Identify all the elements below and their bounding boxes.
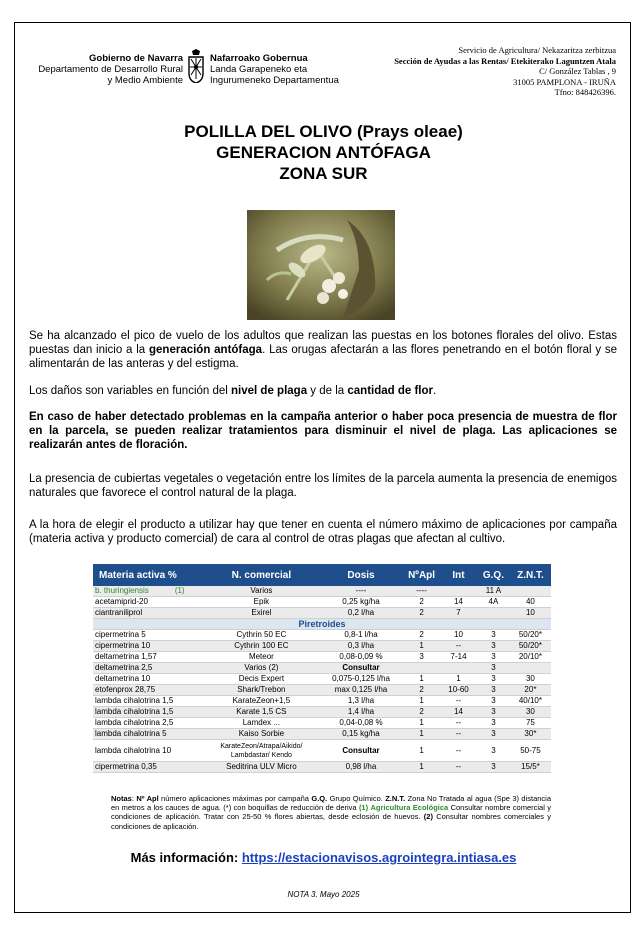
table-row: b. thuringiensis (1) Varios ---- ---- 11 A (93, 586, 551, 597)
column-header-napl: NºApl (403, 564, 440, 586)
paragraph-intro: Se ha alcanzado el pico de vuelo de los adultos que realizan las puestas en los botones florales del olivo. Estas puestas dan inicio a la generación antófaga. Las orugas afectarán a las flores penetrando en el botón floral y se alimentarán de las anteras y del estigma. (29, 330, 618, 370)
table-cell: 3 (477, 762, 510, 773)
table-cell: 0,15 kg/ha (319, 729, 403, 740)
title-line1: POLILLA DEL OLIVO (Prays oleae) (184, 122, 463, 141)
table-cell: -- (440, 729, 477, 740)
table-cell: Kaiso Sorbie (204, 729, 319, 740)
table-row (93, 630, 551, 641)
table-cell (510, 663, 551, 674)
table-cell: 10-60 (440, 685, 477, 696)
table-cell: 3 (477, 729, 510, 740)
table-cell: 1,3 l/ha (319, 696, 403, 707)
header-left-line1: Gobierno de Navarra (89, 53, 183, 64)
table-cell: 30 (510, 674, 551, 685)
nafarroako-gobernua-header (210, 53, 339, 86)
piretroides-rows (93, 630, 551, 773)
table-cell: 3 (477, 630, 510, 641)
table-cell: 3 (477, 707, 510, 718)
column-header-gq: G.Q. (477, 564, 510, 586)
column-header-dosis: Dosis (319, 564, 403, 586)
table-cell: Varios (2) (204, 663, 319, 674)
table-cell: Cythrin 100 EC (204, 641, 319, 652)
table-cell: Cythrin 50 EC (204, 630, 319, 641)
table-cell: cipermetrina 0,35 (93, 762, 204, 773)
gobierno-navarra-header (15, 53, 183, 86)
table-cell: 3 (477, 663, 510, 674)
document-page (14, 22, 631, 913)
table-row (93, 685, 551, 696)
table-cell: 3 (477, 674, 510, 685)
header-right-line3: C/ González Tablas , 9 (539, 66, 616, 76)
table-cell: Consultar (319, 663, 403, 674)
table-cell: 30 (510, 707, 551, 718)
table-cell: 2 (403, 630, 440, 641)
service-address (394, 45, 616, 98)
column-header-znt: Z.N.T. (510, 564, 551, 586)
table-cell: lambda cihalotrina 5 (93, 729, 204, 740)
table-cell: lambda cihalotrina 1,5 (93, 696, 204, 707)
document-title (15, 121, 632, 184)
table-cell: Shark/Trebon (204, 685, 319, 696)
table-cell: lambda cihalotrina 2,5 (93, 718, 204, 729)
table-cell: 0,04-0,08 % (319, 718, 403, 729)
table-cell: 50/20* (510, 630, 551, 641)
more-info (15, 850, 632, 865)
table-cell: KarateZeon/Atrapa/Aikido/ Lambdastar/ Kendo (204, 740, 319, 762)
table-row (93, 696, 551, 707)
table-cell: lambda cihalotrina 10 (93, 740, 204, 762)
table-cell: 2 (403, 685, 440, 696)
olive-flower-moth-photo (247, 210, 395, 320)
header-mid-line1: Nafarroako Gobernua (210, 53, 308, 64)
table-cell: Decis Expert (204, 674, 319, 685)
column-header-int: Int (440, 564, 477, 586)
table-cell: 2 (403, 707, 440, 718)
paragraph-vegetation-cover: La presencia de cubiertas vegetales o vegetación entre los límites de la parcela aumenta la presencia de enemigos naturales que favorece el control natural de la plaga. (29, 473, 617, 499)
header-left-line2: Departamento de Desarrollo Rural (38, 64, 183, 75)
table-cell: Consultar (319, 740, 403, 762)
table-cell: 1 (403, 641, 440, 652)
table-cell: 1 (403, 762, 440, 773)
paragraph-product-choice: A la hora de elegir el producto a utilizar hay que tener en cuenta el número máximo de aplicaciones por campaña (materia activa y producto comercial) de cara al control de otras plagas que afectan al cultivo. (29, 519, 617, 545)
table-row (93, 740, 551, 762)
table-cell: max 0,125 l/ha (319, 685, 403, 696)
table-cell: 30* (510, 729, 551, 740)
table-cell: Lamdex ... (204, 718, 319, 729)
table-cell: -- (440, 718, 477, 729)
table-cell: 50-75 (510, 740, 551, 762)
table-cell: cipermetrina 5 (93, 630, 204, 641)
table-cell: lambda cihalotrina 1,5 (93, 707, 204, 718)
table-cell: 15/5* (510, 762, 551, 773)
table-cell: Meteor (204, 652, 319, 663)
table-row (93, 674, 551, 685)
table-cell: 7-14 (440, 652, 477, 663)
table-cell: 0,3 l/ha (319, 641, 403, 652)
table-cell: 50/20* (510, 641, 551, 652)
header-right-line1: Servicio de Agricultura/ Nekazaritza zerbitzua (458, 45, 616, 55)
table-cell: Karate 1,5 CS (204, 707, 319, 718)
title-line3: ZONA SUR (279, 164, 368, 183)
paragraph-damage: Los daños son variables en función del nivel de plaga y de la cantidad de flor. (29, 385, 437, 397)
table-cell: 1 (403, 674, 440, 685)
table-cell: -- (440, 740, 477, 762)
table-cell: 3 (477, 641, 510, 652)
table-cell: 1 (403, 740, 440, 762)
table-cell: 3 (477, 696, 510, 707)
table-cell: Seditrina ULV Micro (204, 762, 319, 773)
table-cell: 14 (440, 707, 477, 718)
table-cell (440, 663, 477, 674)
table-cell: 3 (477, 652, 510, 663)
table-cell: 3 (477, 740, 510, 762)
table-cell: 0,075-0,125 l/ha (319, 674, 403, 685)
table-cell: 20/10* (510, 652, 551, 663)
header-right-line5: Tfno: 848426396. (554, 87, 616, 97)
table-row (93, 641, 551, 652)
table-row: acetamiprid-20 Epik 0,25 kg/ha 2 14 4A 40 (93, 597, 551, 608)
table-cell: KarateZeon+1,5 (204, 696, 319, 707)
table-cell: 3 (477, 685, 510, 696)
table-cell: 40/10* (510, 696, 551, 707)
table-row (93, 663, 551, 674)
column-header-comercial: N. comercial (204, 564, 319, 586)
table-cell (403, 663, 440, 674)
table-row (93, 762, 551, 773)
table-cell: 10 (440, 630, 477, 641)
table-row: ciantraniliprol Exirel 0,2 l/ha 2 7 10 (93, 608, 551, 619)
table-cell: 1 (403, 718, 440, 729)
column-header-materia: Materia activa % (93, 564, 204, 586)
table-cell: deltametrina 10 (93, 674, 204, 685)
header-left-line3: y Medio Ambiente (107, 75, 183, 86)
table-cell: deltametrina 2,5 (93, 663, 204, 674)
table-row (93, 707, 551, 718)
table-cell: cipermetrina 10 (93, 641, 204, 652)
note-footer: NOTA 3. Mayo 2025 (287, 890, 360, 899)
table-header-row (93, 564, 551, 586)
table-cell: 20* (510, 685, 551, 696)
table-notes: Notas: Nº Apl número aplicaciones máximas por campaña G.Q. Grupo Químico. Z.N.T. Zona No Tratada al agua (Spe 3) distancia en metros a los cauces de agua. (*) con boquillas de reducción de deriva (1) Agricultura Ecológica Consultar nombre comercial y condiciones de aplicación. Tratar con 25-50 % flores abiertas, desde eclosión de huevos. (2) Consultar nombres comerciales y condiciones de aplicación. (111, 794, 552, 831)
table-cell: 0,8-1 l/ha (319, 630, 403, 641)
table-cell: 1,4 l/ha (319, 707, 403, 718)
title-line2: GENERACION ANTÓFAGA (216, 143, 431, 162)
table-cell: 1 (403, 729, 440, 740)
table-cell: 3 (477, 718, 510, 729)
more-info-label: Más información: (130, 850, 242, 865)
paragraph-treatment-advice: En caso de haber detectado problemas en la campaña anterior o haber poca presencia de muestra de flor en la parcela, se pueden realizar tratamientos para disminuir el nivel de plaga. Las aplicaciones se realizarán antes de floración. (29, 411, 617, 451)
navarra-coat-of-arms-icon (187, 49, 205, 83)
table-cell: etofenprox 28,75 (93, 685, 204, 696)
header-mid-line3: Ingurumeneko Departamentua (210, 75, 339, 86)
table-section-piretroides: Piretroides (93, 619, 551, 630)
header-right-line2: Sección de Ayudas a las Rentas/ Etekiterako Laguntzen Atala (394, 55, 616, 66)
table-cell: -- (440, 696, 477, 707)
table-cell: 75 (510, 718, 551, 729)
table-cell: 1 (440, 674, 477, 685)
header-mid-line2: Landa Garapeneko eta (210, 64, 308, 75)
table-row (93, 718, 551, 729)
table-cell: deltametrina 1,57 (93, 652, 204, 663)
table-cell: -- (440, 641, 477, 652)
table-cell: 1 (403, 696, 440, 707)
header-right-line4: 31005 PAMPLONA - IRUÑA (513, 76, 616, 87)
table-cell: 3 (403, 652, 440, 663)
estacion-avisos-link[interactable]: https://estacionavisos.agrointegra.intiasa.es (241, 850, 517, 865)
table-cell: 0,98 l/ha (319, 762, 403, 773)
products-table (93, 564, 551, 773)
table-row (93, 652, 551, 663)
table-row (93, 729, 551, 740)
table-cell: 0,08-0,09 % (319, 652, 403, 663)
table-cell: -- (440, 762, 477, 773)
